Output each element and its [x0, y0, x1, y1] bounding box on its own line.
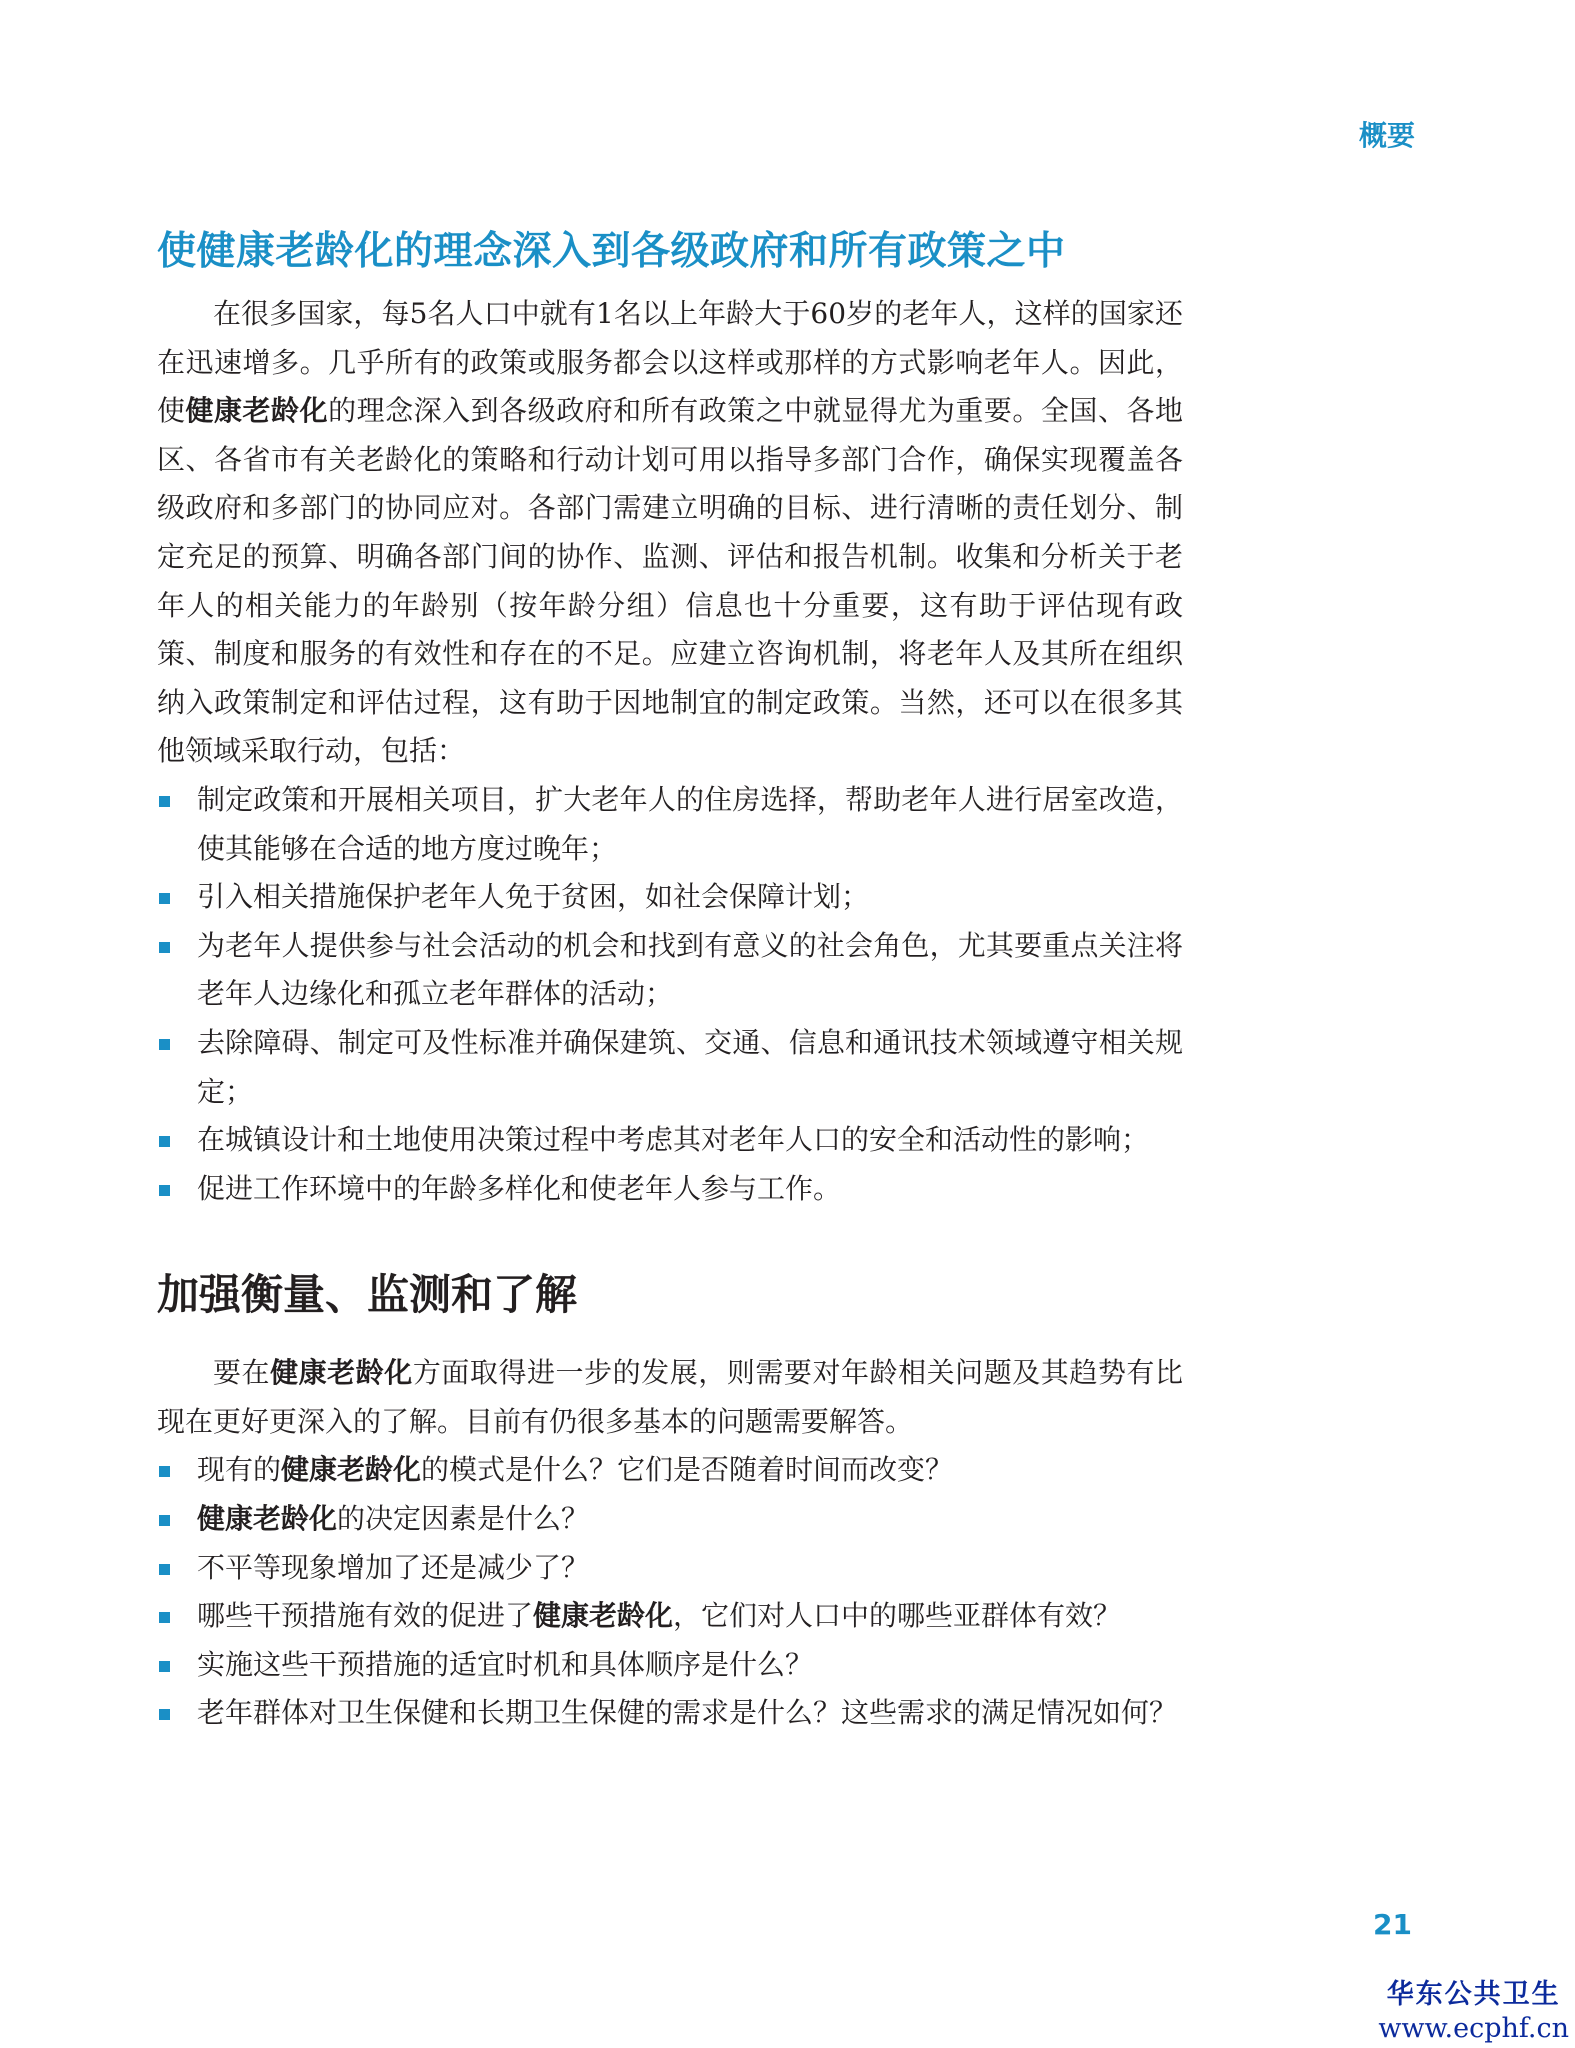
question-list	[157, 1446, 1183, 1738]
list-item	[157, 1689, 1183, 1738]
text-run: 的决定因素是什么？	[337, 1502, 590, 1536]
text-run: 的理念深入到各级政府和所有政策之中就显得尤为重要。全国、各地区、各省市有关老龄化的策略和行动计划可用以指导多部门合作，确保实现覆盖各级政府和多部门的协同应对。各部门需建立明确的目标、进行清晰的责任划分、制定充足的预算、明确各部门间的协作、监测、评估和报告机制。收集和分析关于老年人的相关能力的年龄别（按年龄分组）信息也十分重要，这有助于评估现有政策、制度和服务的有效性和存在的不足。应建立咨询机制，将老年人及其所在组织纳入政策制定和评估过程，这有助于因地制宜的制定政策。当然，还可以在很多其他领域采取行动，包括：	[157, 394, 1183, 768]
square-bullet-icon	[159, 942, 170, 953]
list-item-text: 在城镇设计和土地使用决策过程中考虑其对老年人口的安全和活动性的影响；	[197, 1123, 1150, 1157]
watermark	[1378, 1972, 1569, 2044]
square-bullet-icon	[159, 1661, 170, 1672]
text-run: 的模式是什么？它们是否随着时间而改变？	[421, 1453, 954, 1487]
list-item	[157, 1592, 1183, 1641]
body-paragraph	[157, 290, 1183, 776]
square-bullet-icon	[159, 796, 170, 807]
list-item	[157, 1544, 1183, 1593]
watermark-name: 华东公共卫生	[1386, 1979, 1561, 2010]
square-bullet-icon	[159, 1564, 170, 1575]
list-item	[157, 1165, 1183, 1214]
emphasis-term: 健康老龄化	[281, 1453, 422, 1487]
emphasis-term: 健康老龄化	[185, 394, 329, 428]
list-item	[157, 1446, 1183, 1495]
list-item	[157, 1116, 1183, 1165]
running-head: 概要	[1358, 119, 1415, 152]
emphasis-term: 健康老龄化	[197, 1502, 338, 1536]
list-item	[157, 922, 1183, 1019]
page-content	[157, 220, 1183, 1738]
bullet-list	[157, 776, 1183, 1213]
square-bullet-icon	[159, 1136, 170, 1147]
text-run: 方面取得进一步的发展，则需要对年龄相关问题及其趋势有比现在更好更深入的了解。目前有仍很多基本的问题需要解答。	[157, 1356, 1183, 1438]
list-item-text: 制定政策和开展相关项目，扩大老年人的住房选择，帮助老年人进行居室改造，使其能够在合适的地方度过晚年；	[197, 782, 1183, 865]
body-paragraph	[157, 1349, 1183, 1446]
square-bullet-icon	[159, 1515, 170, 1526]
text-run: 老年群体对卫生保健和长期卫生保健的需求是什么？这些需求的满足情况如何？	[197, 1696, 1178, 1730]
square-bullet-icon	[159, 1709, 170, 1720]
section-heading: 使健康老龄化的理念深入到各级政府和所有政策之中	[157, 229, 1066, 274]
square-bullet-icon	[159, 1185, 170, 1196]
square-bullet-icon	[159, 893, 170, 904]
list-item-text: 引入相关措施保护老年人免于贫困，如社会保障计划；	[197, 880, 870, 914]
square-bullet-icon	[159, 1612, 170, 1623]
list-item	[157, 873, 1183, 922]
list-item	[157, 1495, 1183, 1544]
text-run: 在很多国家，每5名人口中就有1名以上年龄大于60岁的老年人，这样的国家还在迅速增多。几乎所有的政策或服务都会以这样或那样的方式影响老年人。因此，使	[157, 297, 1183, 428]
text-run: 不平等现象增加了还是减少了？	[197, 1550, 590, 1584]
page-number: 21	[1373, 1908, 1412, 1941]
text-run: 哪些干预措施有效的促进了	[197, 1599, 534, 1633]
emphasis-term: 健康老龄化	[270, 1356, 413, 1390]
list-item	[157, 1641, 1183, 1690]
section-heading: 加强衡量、监测和了解	[157, 1270, 578, 1320]
list-item	[157, 1019, 1183, 1116]
text-run: 要在	[213, 1356, 271, 1390]
list-item-text: 促进工作环境中的年龄多样化和使老年人参与工作。	[197, 1171, 842, 1205]
text-run: 现有的	[197, 1453, 282, 1487]
square-bullet-icon	[159, 1039, 170, 1050]
text-run: ，它们对人口中的哪些亚群体有效？	[673, 1599, 1122, 1633]
emphasis-term: 健康老龄化	[533, 1599, 674, 1633]
list-item	[157, 776, 1183, 873]
list-item-text: 去除障碍、制定可及性标准并确保建筑、交通、信息和通讯技术领域遵守相关规定；	[197, 1025, 1183, 1108]
list-item-text: 为老年人提供参与社会活动的机会和找到有意义的社会角色，尤其要重点关注将老年人边缘化和孤立老年群体的活动；	[197, 928, 1183, 1011]
square-bullet-icon	[159, 1466, 170, 1477]
text-run: 实施这些干预措施的适宜时机和具体顺序是什么？	[197, 1647, 814, 1681]
watermark-url: www.ecphf.cn	[1378, 2013, 1569, 2044]
